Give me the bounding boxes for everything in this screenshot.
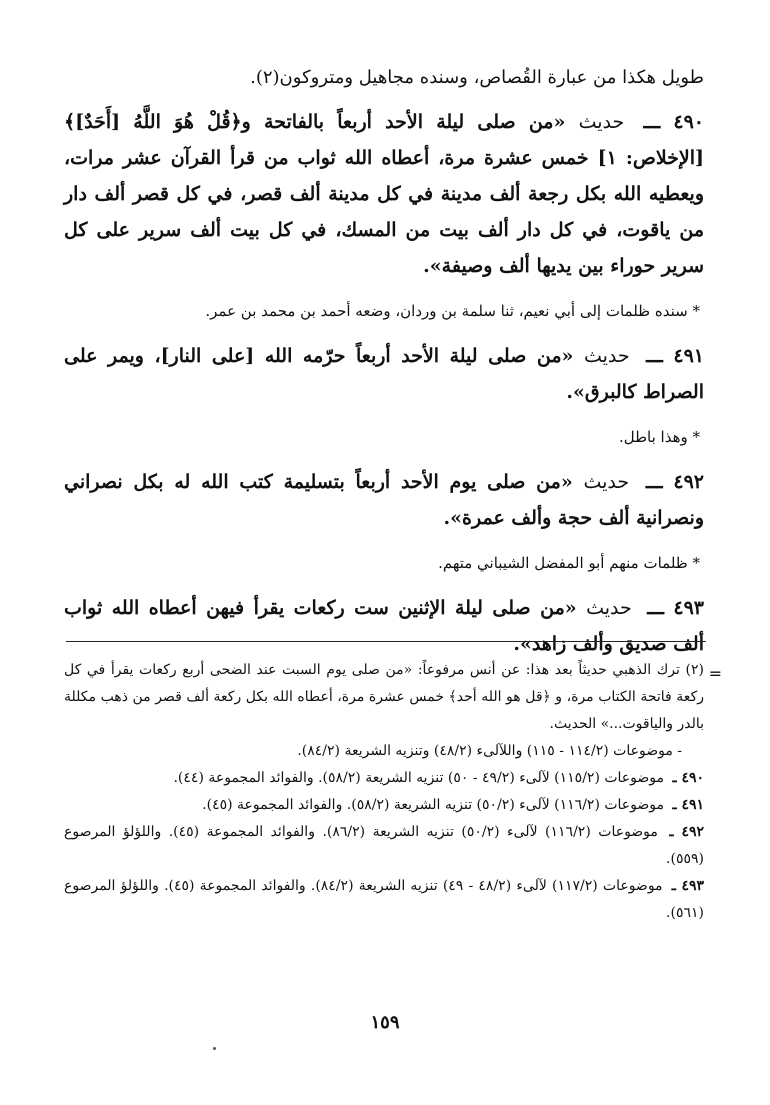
hadith-comment: * ظلمات منهم أبو المفضل الشيباني متهم.: [438, 554, 700, 572]
hadith-text: «من صلى ليلة الأحد أربعاً بالفاتحة و﴿قُلْ هُوَ اللَّهُ [أَحَدٌ]﴾ [الإخلاص: ١] خمس عشرة مرة، أعطاه الله ثواب من قرأ القرآن عشر مرات، ويعطيه الله بكل رجعة ألف مدينة في كل مدينة ألف قصر، في كل قصر ألف دار من ياقوت، في كل دار ألف بيت من المسك، في كل بيت ألف سرير على كل سرير حوراء بين يديها ألف وصيفة».: [64, 111, 704, 277]
footnote-number: ٤٩٣ ـ: [671, 878, 705, 894]
page-speck: [213, 1047, 216, 1050]
footnote-item: [64, 657, 704, 738]
hadith-number: ٤٩٠ ـــ: [643, 111, 704, 133]
footnote-item: [64, 792, 704, 819]
page-number: ١٥٩: [370, 1012, 400, 1033]
footnote-text: - موضوعات (١١٤/٢ - ١١٥) واللآلىء (٤٨/٢) وتنزيه الشريعة (٨٤/٢).: [297, 743, 682, 759]
hadith-490: [64, 104, 704, 284]
footnote-number: ٤٩٢ ـ: [669, 824, 705, 840]
hadith-text: «من صلى يوم الأحد أربعاً بتسليمة كتب الله له بكل نصراني ونصرانية ألف حجة وألف عمرة».: [64, 471, 704, 529]
footnote-item: [64, 765, 704, 792]
hadith-label: حديث: [583, 345, 630, 367]
footnote-text: موضوعات (١١٦/٢) لآلىء (٥٠/٢) تنزيه الشريعة (٨٦/٢). والفوائد المجموعة (٤٥). واللؤلؤ المرصوع (٥٥٩).: [64, 824, 704, 867]
footnote-text: (٢) ترك الذهبي حديثاً بعد هذا: عن أنس مرفوعاً: «من صلى يوم السبت عند الضحى أربع ركعات يقرأ في كل ركعة فاتحة الكتاب مرة، و ﴿قل هو الله أحد﴾ خمس عشرة مرة، أعطاه الله بكل ركعة ألف قصر من ذهب مكللة بالدر والياقوت...» الحديث.: [64, 662, 704, 732]
hadith-493: [64, 590, 704, 662]
main-text: [64, 62, 704, 674]
hadith-comment: * وهذا باطل.: [618, 428, 700, 446]
footnote-item: [64, 738, 704, 765]
hadith-label: حديث: [583, 471, 630, 493]
footnote-number: ٤٩١ ـ: [672, 797, 704, 813]
footnote-text: موضوعات (١١٧/٢) لآلىء (٤٨/٢ - ٤٩) تنزيه الشريعة (٨٤/٢). والفوائد المجموعة (٤٥). واللؤلؤ المرصوع (٥٦١).: [64, 878, 704, 921]
hadith-comment: * سنده ظلمات إلى أبي نعيم، ثنا سلمة بن وردان، وضعه أحمد بن محمد بن عمر.: [205, 302, 700, 320]
hadith-text: «من صلى ليلة الإثنين ست ركعات يقرأ فيهن أعطاه الله ثواب ألف صديق وألف زاهد».: [64, 597, 704, 655]
hadith-491: [64, 338, 704, 410]
hadith-text: «من صلى ليلة الأحد أربعاً حرّمه الله [على النار]، ويمر على الصراط كالبرق».: [64, 345, 704, 403]
footnote-divider: [66, 641, 706, 642]
hadith-number: ٤٩٢ ـــ: [645, 471, 704, 493]
footnote-item: [64, 819, 704, 873]
intro-line: طويل هكذا من عبارة القُصاص، وسنده مجاهيل ومتروكون(٢).: [250, 67, 704, 88]
footnotes: [64, 657, 704, 927]
footnote-item: [64, 873, 704, 927]
hadith-label: حديث: [578, 111, 625, 133]
hadith-number: ٤٩٣ ـــ: [647, 597, 704, 619]
hadith-number: ٤٩١ ـــ: [646, 345, 704, 367]
hadith-label: حديث: [586, 597, 632, 619]
hadith-492: [64, 464, 704, 536]
footnote-number: ٤٩٠ ـ: [672, 770, 704, 786]
footnote-text: موضوعات (١١٥/٢) لآلىء (٤٩/٢ - ٥٠) تنزيه الشريعة (٥٨/٢). والفوائد المجموعة (٤٤).: [173, 770, 664, 786]
footnote-text: موضوعات (١١٦/٢) لآلىء (٥٠/٢) تنزيه الشريعة (٥٨/٢). والفوائد المجموعة (٤٥).: [202, 797, 664, 813]
continuation-mark: =: [708, 664, 722, 683]
